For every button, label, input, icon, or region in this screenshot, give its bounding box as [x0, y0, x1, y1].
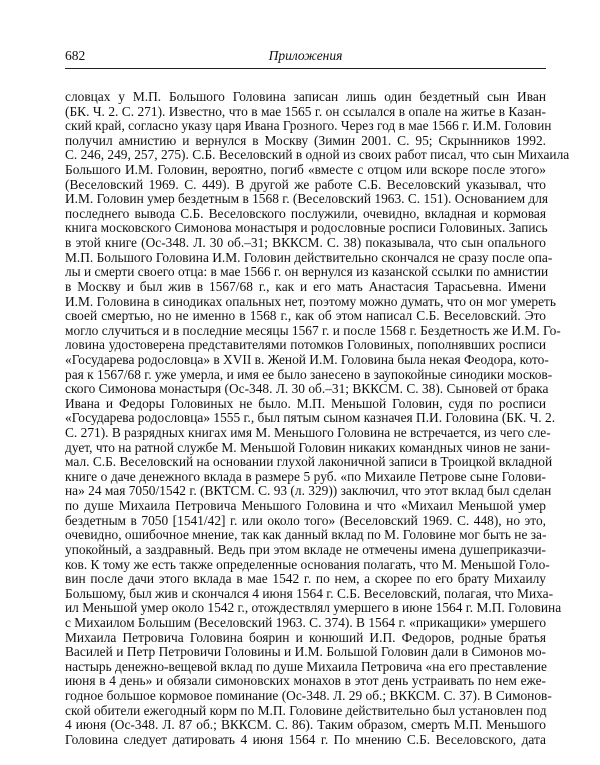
text-line: словцах у М.П. Большого Головина записан лишь один бездетный сын Иван: [65, 89, 546, 104]
text-line: Головина следует датировать 4 июня 1564 г. По мнению С.Б. Веселовского, дата: [65, 731, 546, 747]
text-line: в этой книге (Ос-348. Л. 30 об.–31; ВККСМ. С. 38) показывала, что сын опального: [65, 235, 546, 251]
body-text: [65, 89, 570, 747]
text-line: «Государева родословца» в XVII в. Женой И.М. Головина была некая Феодора, кото-: [65, 351, 549, 367]
text-line: ской обители ежегодный корм по М.П. Головине действительно был установлен под: [65, 702, 547, 718]
text-line: годное большое кормовое поминание (Ос-348. Л. 29 об.; ВККСМ. С. 37). В Симонов-: [65, 687, 552, 703]
text-line: июня в 4 день» и обязали симоновских монахов в этот день устраивать по нем еже-: [65, 673, 546, 689]
running-title: Приложения: [268, 48, 343, 63]
text-line: Василей и Петр Петровичи Головины и И.М. Большой Головин дали в Симонов мо-: [65, 644, 546, 660]
text-line: в Москву и был жив в 1567/68 г., как и его мать Анастасия Тарасьевна. Имени: [65, 278, 546, 294]
text-line: ил Меньшой умер около 1542 г., отождествлял умершего в июне 1564 г. М.П. Головина: [65, 600, 562, 616]
text-line: книга московского Симонова монастыря и родословные росписи Головиных. Запись: [65, 220, 548, 236]
text-line: (БК. Ч. 2. С. 271). Известно, что в мае 1565 г. он ссылался в опале на житье в Казан-: [65, 103, 546, 119]
text-line: книге о даче денежного вклада в размере 5 руб. «по Михаиле Петрове сыне Голови-: [65, 468, 546, 484]
text-line: бездетным в 7050 [1541/42] г. или около того» (Веселовский 1969. С. 448), но это,: [65, 512, 546, 528]
text-line: своей смертью, но не именно в 1568 г., как об этом написал С.Б. Веселовский. Это: [65, 308, 546, 324]
text-line: И.М. Головин умер бездетным в 1568 г. (Веселовский 1963. С. 151). Основанием для: [65, 191, 549, 207]
text-line: получил амнистию и вернулся в Москву (Зимин 2001. С. 95; Скрынников 1992.: [65, 132, 546, 148]
text-line: настырь денежно-вещевой вклад по душе Михаила Петровича «на его преставление: [65, 658, 547, 674]
text-line: по душе Михаила Петровича Меньшого Головина и что «Михаил Меньшой умер: [65, 498, 546, 514]
text-line: ского Симонова монастыря (Ос-348. Л. 30 об.–31; ВККСМ. С. 38). Сыновей от брака: [65, 381, 549, 397]
text-line: упокойный, а заздравный. Ведь при этом вкладе не отмечены имена душеприказчи-: [65, 541, 546, 557]
text-line: очевидно, ошибочное мнение, так как данный вклад по М. Головине мог быть не за-: [65, 527, 547, 543]
text-line: ский край, согласно указу царя Ивана Грозного. Через год в мае 1566 г. И.М. Головин: [65, 118, 552, 134]
text-line: С. 271). В разрядных книгах имя М. Меньшого Головина не встречается, из чего сле-: [65, 425, 551, 441]
page-header: [65, 48, 546, 69]
text-line: рая к 1567/68 г. уже умерла, и имя ее было занесено в заупокойные синодики москов-: [65, 366, 553, 382]
text-line: И.М. Головина в синодиках опальных нет, поэтому можно думать, что он мог умереть: [65, 293, 556, 309]
text-line: «Государева родословца» 1555 г., был пятым сыном казначея П.И. Головина (БК. Ч. 2.: [65, 410, 556, 426]
text-line: мал. С.Б. Веселовский на основании глухой лаконичной записи в Троицкой вкладной: [65, 454, 553, 470]
page-number: 682: [65, 48, 86, 63]
text-line: ловина удостоверена представителями потомков Головиных, пополнявших росписи: [65, 337, 546, 353]
text-line: с Михаилом Большим (Веселовский 1963. С. 374). В 1564 г. «прикащики» умершего: [65, 614, 547, 630]
text-line: Большому, был жив и скончался 4 июня 1564 г. С.Б. Веселовский, полагая, что Миха-: [65, 585, 554, 601]
text-line: 4 июня (Ос-348. Л. 87 об.; ВККСМ. С. 86). Таким образом, смерть М.П. Меньшого: [65, 717, 546, 733]
text-line: последнего вывода С.Б. Веселовского послужили, очевидно, вкладная и кормовая: [65, 205, 546, 221]
text-line: Михаила Петровича Головина боярин и конюший И.П. Федоров, родные братья: [65, 629, 546, 645]
text-line: вин после дачи этого вклада в мае 1542 г. по нем, а скорее по его брату Михаилу: [65, 571, 546, 587]
text-line: М.П. Большого Головина И.М. Головин действительно скончался не сразу после опа-: [65, 249, 553, 265]
text-line: Ивана и Федоры Головиных не было. М.П. Меньшой Головин, судя по росписи: [65, 395, 546, 411]
text-line: лы и смерти своего отца: в мае 1566 г. он вернулся из казанской ссылки по амнистии: [65, 264, 549, 280]
text-line: могло случиться и в последние месяцы 1567 г. и после 1568 г. Бездетность же И.М. Го-: [65, 322, 561, 338]
text-line: ков. К тому же есть также определенные основания полагать, что М. Меньшой Голо-: [65, 556, 550, 572]
text-line: (Веселовский 1969. С. 449). В другой же работе С.Б. Веселовский указывал, что: [65, 176, 546, 192]
text-line: дует, что на ратной службе М. Меньшой Головин никаких командных чинов не зани-: [65, 439, 550, 455]
text-line: на» 24 мая 7050/1542 г. (ВКТСМ. С. 93 (л. 329)) заключил, что этот вклад был сделан: [65, 483, 552, 499]
text-line: Большого И.М. Головин, вероятно, погиб «вместе с отцом или вскоре после этого»: [65, 162, 546, 178]
text-line: С. 246, 249, 257, 275). С.Б. Веселовский в одной из своих работ писал, что сын Михаила: [65, 147, 570, 163]
